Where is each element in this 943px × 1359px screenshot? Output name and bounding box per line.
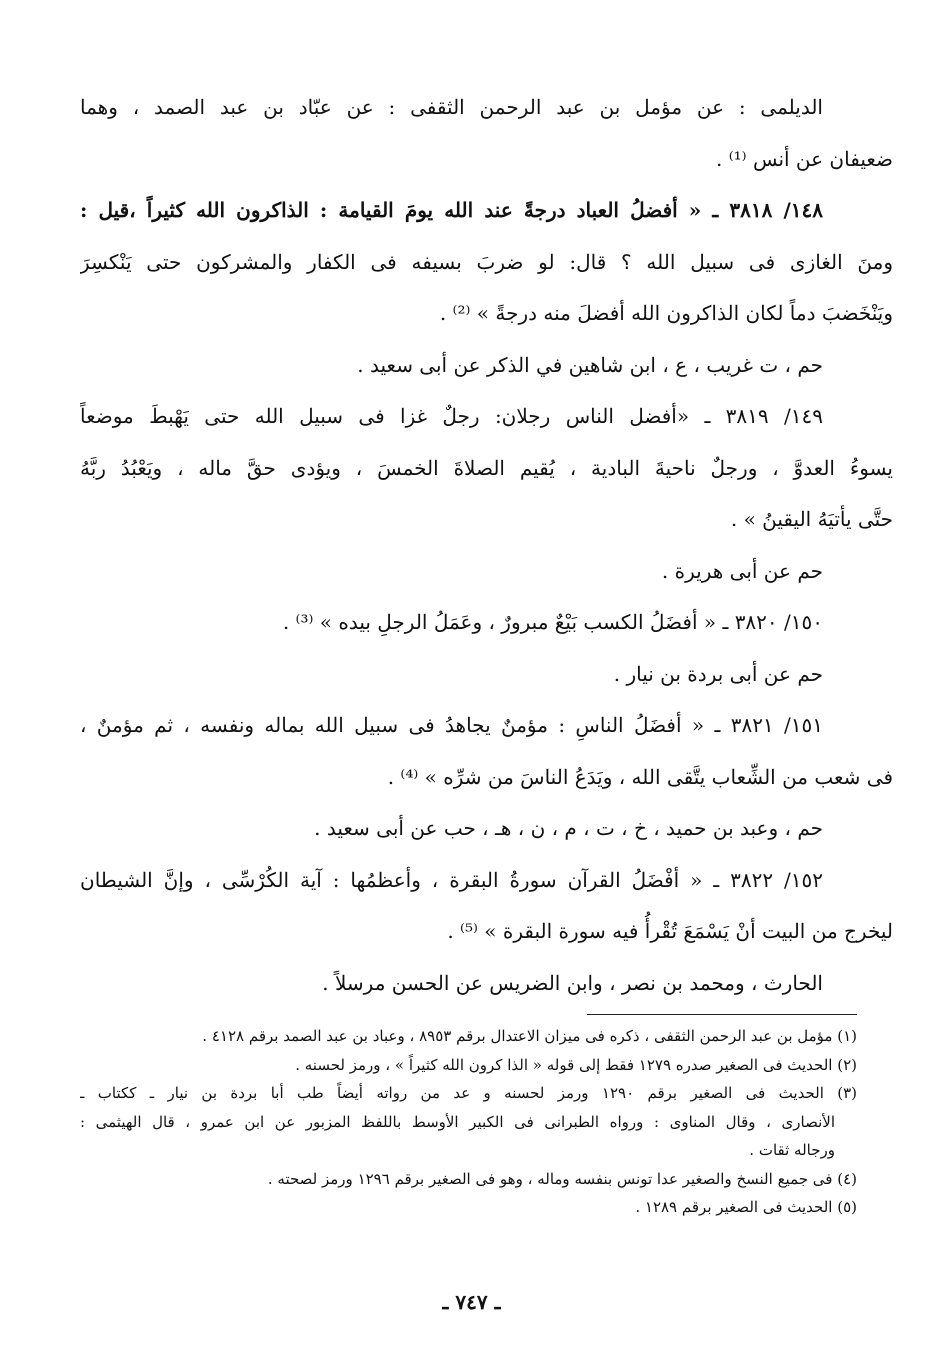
text-line: الديلمى : عن مؤمل بن عبد الرحمن الثقفى : عن عبّاد بن عبد الصمد ، وهما [80,95,823,119]
hadith-line: ١٥١/ ٣٨٢١ ـ « أفضَلُ الناسِ : مؤمنٌ يجاهدُ فى سبيل الله بماله ونفسه ، ثم مؤمنٌ ، [80,713,823,737]
footnote-separator [587,1014,857,1015]
hadith-line: ١٤٩/ ٣٨١٩ ـ «أفضل الناس رجلان: رجلٌ غزا فى سبيل الله حتى يَهْبطَ موضعاً [80,404,823,428]
hadith-line: ١٤٨/ ٣٨١٨ ـ « أفضلُ العباد درجةً عند الله يومَ القيامة : الذاكرون الله كثيراً ،قيل : [80,198,823,222]
page-number: ـ ٧٤٧ ـ [442,1290,501,1314]
source-line: الحارث ، ومحمد بن نصر ، وابن الضريس عن الحسن مرسلاً . [322,970,823,995]
source-line: حم ، وعبد بن حميد ، خ ، ت ، م ، ن ، هـ ، حب عن أبى سعيد . [314,816,823,840]
text-line: فى شعب من الشِّعاب يتَّقى الله ، ويَدَعُ الناسَ من شرِّه » ⁽⁴⁾ . [387,764,893,789]
source-line: حم عن أبى بردة بن نيار . [613,661,823,686]
footnote-line: (٤) فى جميع النسخ والصغير عدا تونس بنفسه وماله ، وهو فى الصغير برقم ١٢٩٦ ورمز لصحته . [267,1169,857,1188]
footnote-line: ورجاله ثقات . [749,1141,835,1159]
hadith-line: ١٥٢/ ٣٨٢٢ ـ « أفْضَلُ القرآن سورةُ البقرة ، وأعظمُها : آية الكُرْسِّى ، وإنَّ الشيطان [80,867,823,892]
footnote-line: (١) مؤمل بن عبد الرحمن الثقفى ، ذكره فى ميزان الاعتدال برقم ٨٩٥٣ ، وعباد بن عبد الصمد برقم ٤١٢٨ . [202,1027,857,1045]
source-line: حم عن أبى هريرة . [661,558,823,583]
text-line: ليخرج من البيت أنْ يَسْمَعَ تُقْرأُ فيه سورة البقرة » ⁽⁵⁾ . [447,919,893,943]
footnote-line: الأنصارى ، وقال المناوى : ورواه الطبرانى فى الكبير الأوسط باللفظ المزبور عن ابن عمرو ، قال الهيثمى : [80,1112,835,1131]
footnotes [80,1022,857,1222]
main-text [80,82,893,1009]
footnote-line: (٥) الحديث فى الصغير برقم ١٢٨٩ . [635,1198,857,1216]
text-line: حتَّى يأتيَهُ اليقينُ » . [730,507,893,531]
text-line: ضعيفان عن أنس ⁽¹⁾ . [716,146,893,171]
text-line: ومنَ الغازى فى سبيل الله ؟ قال: لو ضربَ بسيفه فى الكفار والمشركون حتى يَنْكسِرَ [80,249,893,274]
source-line: حم ، ت غريب ، ع ، ابن شاهين في الذكر عن أبى سعيد . [357,352,823,377]
text-line: يسوءُ العدوَّ ، ورجلٌ ناحيةَ البادية ، يُقيم الصلاةَ الخمسَ ، ويؤدى حقَّ ماله ، ويَعْبُدُ ربَّهُ [80,455,893,480]
footnote-line: (٢) الحديث فى الصغير صدره ١٢٧٩ فقط إلى قوله « الذا كرون الله كثيراً » ، ورمز لحسنه . [295,1055,857,1074]
text-line: ويَنْخَضبَ دماً لكان الذاكرون الله أفضلَ منه درجةً » ⁽²⁾ . [439,301,893,325]
footnote-line: (٣) الحديث فى الصغير برقم ١٢٩٠ ورمز لحسنه و عد من رواته أيضاً طب أبا بردة بن نيار ـ ككتاب ـ [80,1084,857,1102]
hadith-line: ١٥٠/ ٣٨٢٠ ـ « أفضَلُ الكسب بَيْعٌ مبرورٌ ، وعَمَلُ الرجلِ بيده » ⁽³⁾ . [282,610,823,634]
